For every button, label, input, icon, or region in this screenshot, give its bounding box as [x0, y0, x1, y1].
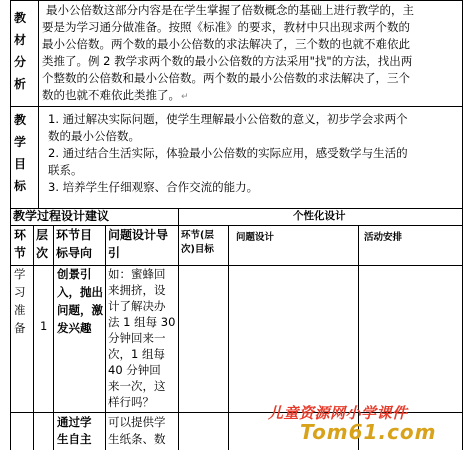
- analysis-text-last: 数的也就不难依此类推了。: [42, 88, 180, 102]
- header-step: 节: [14, 246, 27, 260]
- watermark-line2: Tom61.com: [300, 420, 437, 444]
- row1-question-line: 法 1 组每 30: [108, 315, 176, 329]
- row1-question-line: 如：蜜蜂回: [108, 267, 166, 281]
- analysis-text-line: 最小公倍数这部分内容是在学生掌握了倍数概念的基础上进行教学的，主: [46, 3, 414, 17]
- analysis-text-line: 要是为学习通分做准备。按照《标准》的要求，教材中只出现求两个数的: [42, 20, 410, 34]
- table-border-top: [10, 0, 463, 1]
- row1-step-char: 准: [14, 303, 26, 317]
- goals-text-line: 3. 培养学生仔细观察、合作交流的能力。: [48, 180, 259, 194]
- analysis-label-char: 析: [14, 77, 27, 91]
- analysis-text-line: 个整数的公倍数和最小公倍数。两个数的最小公倍数的求法解决了，三个: [42, 71, 410, 85]
- header-activity: 活动安排: [364, 232, 403, 243]
- row1-question-line: 来拥挤，设: [108, 283, 166, 297]
- row2-target-line: 通过学: [57, 415, 92, 429]
- header-target: 环节目: [56, 228, 93, 242]
- header-link-goal: 环节(层次)目标: [181, 230, 214, 255]
- divider-analysis-label: [38, 0, 39, 208]
- header-question-design: 问题设计: [236, 232, 275, 243]
- analysis-text-line: 类推了。例 2 教学求两个数的最小公倍数的方法采用"找"的方法，找出两: [42, 54, 413, 68]
- row1-question-line: 来一次，这: [108, 379, 166, 393]
- row1-question-line: 计了解决办: [108, 299, 166, 313]
- analysis-text-line: [42, 87, 189, 106]
- col-divider-1: [33, 225, 34, 450]
- goals-text-line: 1. 通过解决实际问题，使学生理解最小公倍数的意义，初步学会求两个: [48, 112, 408, 126]
- row2-target-line: 生自主: [57, 432, 92, 446]
- row1-step-char: 习: [14, 285, 26, 299]
- goals-label-char: 标: [14, 179, 27, 193]
- goals-text-line: 数的最小公倍数。: [48, 129, 140, 143]
- goals-label-char: 目: [14, 157, 27, 171]
- header-level: 层: [36, 228, 49, 242]
- row1-target-line: 问题，激: [57, 303, 103, 317]
- goals-text-line: 2. 通过结合生活实际，体验最小公倍数的实际应用，感受数学与生活的: [48, 146, 408, 160]
- paragraph-mark-icon: ↵: [181, 92, 189, 102]
- row1-level: 1: [40, 319, 48, 333]
- goals-label-char: 学: [14, 135, 27, 149]
- goals-text-line: 联系。: [48, 163, 83, 177]
- col-divider-4: [178, 208, 179, 450]
- personal-design-title: 个性化设计: [293, 210, 346, 222]
- process-title: 教学过程设计建议: [13, 209, 110, 223]
- header-target: 标导向: [56, 246, 93, 260]
- header-level: 次: [36, 246, 49, 260]
- row1-step-char: 学: [14, 267, 26, 281]
- row2-question-line: 可以提供学: [108, 415, 166, 429]
- analysis-label-char: 教: [14, 11, 27, 25]
- col-divider-2: [53, 225, 54, 450]
- divider-analysis-goals: [10, 106, 463, 107]
- divider-process-title: [10, 225, 463, 226]
- header-question: 引: [108, 246, 121, 260]
- row1-question-line: 分钟回来一: [108, 331, 166, 345]
- row1-question-line: 40 分钟回: [108, 363, 161, 377]
- row1-target-line: 发兴趣: [57, 321, 92, 335]
- row2-question-line: 生纸条、数: [108, 432, 166, 446]
- goals-label-char: 教: [14, 113, 27, 127]
- analysis-label-char: 材: [14, 33, 27, 47]
- watermark-line1: 儿童资源网小学课件: [268, 404, 408, 422]
- col-divider-5: [228, 225, 229, 450]
- row1-step-char: 备: [14, 321, 26, 335]
- analysis-label-char: 分: [14, 55, 27, 69]
- row1-target-line: 创景引: [57, 267, 92, 281]
- analysis-text-line: 最小公倍数。两个数的最小公倍数的求法解决了，三个数的也就不难依此: [42, 37, 410, 51]
- row1-target-line: 入，抛出: [57, 285, 103, 299]
- row1-question-line: 次，1 组每: [108, 347, 165, 361]
- row1-question-line: 样行吗？: [108, 395, 154, 409]
- header-question: 问题设计导: [108, 228, 169, 242]
- header-step: 环: [14, 228, 27, 242]
- col-divider-3: [105, 225, 106, 450]
